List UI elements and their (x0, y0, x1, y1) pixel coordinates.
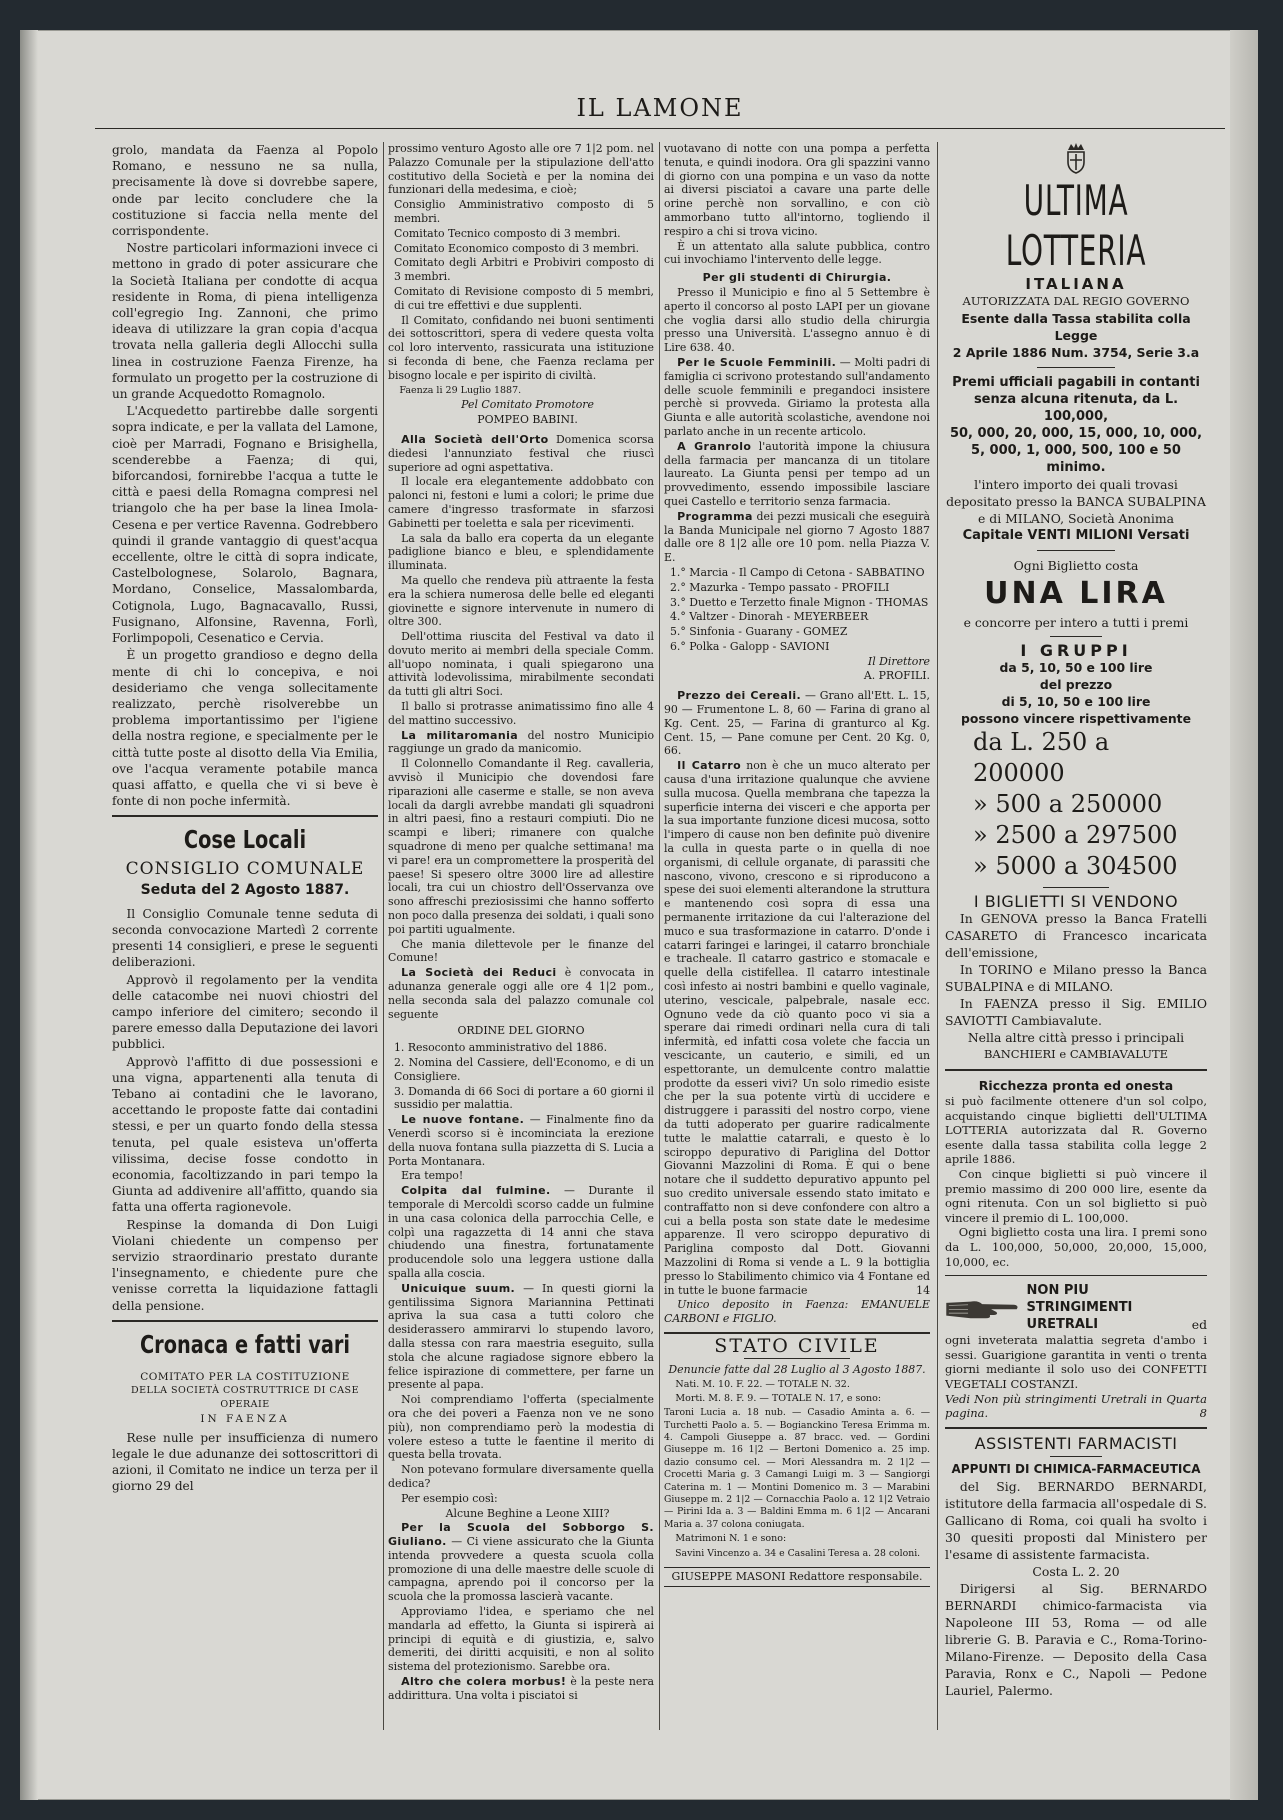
section-divider (112, 815, 378, 817)
article-paragraph: Ma quello che rendeva più attraente la festa era la schiera numerosa delle belle ed eleganti giovinette e signore intervenute in numero di oltre 300. (388, 573, 654, 629)
divider (1037, 550, 1116, 551)
uretrali-ad (945, 1282, 1207, 1333)
ricchezza-text: Con cinque biglietti si può vincere il premio massimo di 200 000 lire, esente da ogni ritenuta. Con un sol biglietto si può vincere il premio di L. 100,000. (945, 1166, 1207, 1225)
article-text: — Ci viene assicurato che la Giunta intenda provvedere a questa scuola colla promozione di una delle maestre delle scuole di campagna, aprendo poi il concorso per la scuola che la promossa lascierà vacante. (388, 1535, 654, 1604)
date-line: Faenza li 29 Luglio 1887. (399, 384, 522, 396)
importo-text: l'intero importo dei quali trovasi depositato presso la BANCA SUBALPINA e di MILANO, Società Anonima (946, 477, 1206, 526)
gruppi-detail: da 5, 10, 50 e 100 lire (999, 660, 1153, 675)
redattore-footer: GIUSEPPE MASONI Redattore responsabile. (664, 1567, 930, 1587)
stato-civile-title: STATO CIVILE (714, 1334, 880, 1357)
premi-line: senza alcuna ritenuta, da L. 100,000, (973, 392, 1179, 424)
section-divider (945, 1427, 1207, 1429)
altre-line: Nella altre città presso i principali (967, 1030, 1185, 1045)
morti-list: Taroni Lucia a. 18 nub. — Casadio Aminta a. 6. — Turchetti Paolo a. 5. — Bogianckino Teresa Erimma m. 4. Campoli Giuseppe a. 87 bracc. ved. — Gordini Giuseppe m. 16 1|2 — Bertoni Domenico a. 25 imp. dazio consumo cel. — Mori Alessandra m. 2 1|2 — Crocetti Maria g. 3 Camangi Luigi m. 3 — Sangiorgi Caterina m. 1 — Montini Domenico m. 3 — Marabini Giuseppe m. 2 1|2 — Cornacchia Paolo a. 12 1|2 Vetraio — Pirini Ida a. 3 — Baldini Emma m. 6 1|2 — Ancarani Maria a. 37 colona coniugata. (664, 1407, 930, 1530)
matrimoni-line: Matrimoni N. 1 e sono: (675, 1533, 787, 1545)
headline-catarro: Il Catarro (677, 759, 742, 773)
list-item: Comitato degli Arbitri e Probiviri composto di 3 membri. (394, 256, 654, 284)
article-paragraph: Noi comprendiamo l'offerta (specialmente ora che dei poveri a Faenza non ve ne sono più), non comprendiamo però la modestia di volere esteso a tutte le faentine il merito di questa bella trovata. (388, 1393, 654, 1462)
divider (1050, 1456, 1102, 1457)
article-paragraph: Approvò il regolamento per la vendita delle catacombe nei nuovi chiostri del campo inferiore del cimitero; secondo il parere emesso dalla Deputazione dei lavori pubblici. (112, 972, 378, 1052)
vendita-line: In FAENZA presso il Sig. EMILIO SAVIOTTI Cambiavalute. (945, 996, 1207, 1028)
list-item: Comitato Tecnico composto di 3 membri. (394, 226, 621, 240)
headline-unicuique: Unicuique suum. (401, 1281, 516, 1295)
column-rule (937, 142, 938, 1730)
article-text: — Durante il temporale di Mercoldì scorso cadde un fulmine in una casa colonica della parrocchia Celle, e colpì una ragazzetta di 14 anni che stava chiudendo una finestra, fortunatamente producendole solo una leggera ustione dalla spalla alla coscia. (388, 1184, 654, 1280)
headline-sobborgo: Per la Scuola del Sobborgo S. Giuliano. (388, 1521, 654, 1549)
article-paragraph: prossimo venturo Agosto alle ore 7 1|2 pom. nel Palazzo Comunale per la stipulazione dell'atto costitutivo della Società e per la nomina dei funzionari della medesima, e cioè; (388, 142, 654, 197)
nati-line: Nati. M. 10. F. 22. — TOTALE N. 32. (675, 1378, 850, 1390)
article-paragraph: Approvò l'affitto di due possessioni e una vigna, appartenenti alla tenuta di Tebano ai contadini che le lavorano, accettando le proposte fatte dai contadini stessi, e per un quarto fondo della stessa tenuta, pel quale esisteva un'offerta vilissima, decise fosse condotto in economia, facoltizzando in pari tempo la Giunta ad addivenire all'affitto, quando sia fatta una offerta ragionevole. (112, 1054, 378, 1215)
comitato-heading: COMITATO PER LA COSTITUZIONE (140, 1370, 350, 1383)
article-paragraph: Rese nulle per insufficienza di numero legale le due adunanze dei sottoscrittori di azioni, il Comitato ne indice un terza per il giorno 29 del (112, 1430, 378, 1494)
vedi-line (945, 1392, 1207, 1421)
article-paragraph: Il ballo si protrasse animatissimo fino alle 4 del mattino successivo. (388, 700, 654, 727)
lotteria-title: ULTIMA LOTTERIA (1005, 176, 1147, 275)
vendita-line: In GENOVA presso la Banca Fratelli CASARETO di Francesco incaricata dell'emissione, (945, 911, 1207, 960)
program-item: 5.° Sinfonia - Guarany - GOMEZ (670, 625, 848, 639)
section-divider (945, 1069, 1207, 1071)
ogni-line: Ogni Biglietto costa (1013, 558, 1139, 573)
article-paragraph: Il Consiglio Comunale tenne seduta di seconda convocazione Martedì 2 corrente presenti 14 consiglieri, e prese le seguenti deliberazioni. (112, 906, 378, 970)
section-divider (744, 1358, 850, 1359)
headline-fontane: Le nuove fontane. (401, 1113, 525, 1127)
article-paragraph: Approviamo l'idea, e speriamo che nel mandarla ad effetto, la Giunta si ispirerà ai principi di equità e di giustizia, e, salvo demeriti, dei diritti acquisiti, e non al solito sistema del protezionismo. Sarebbe ora. (388, 1605, 654, 1674)
article-paragraph: La sala da ballo era coperta da un elegante padiglione bianco e bleu, e splendidamente illuminata. (388, 531, 654, 573)
premi-line: Premi ufficiali pagabili in contanti (952, 375, 1200, 390)
headline-fulmine: Colpita dal fulmine. (401, 1184, 551, 1198)
gruppi-detail: possono vincere rispettivamente (960, 711, 1191, 726)
ad-number: 8 (1199, 1406, 1207, 1421)
binding-shadow (20, 30, 38, 1800)
italiana-line: ITALIANA (1025, 275, 1127, 293)
royal-crest-icon (1064, 142, 1088, 174)
column-4-advertisements (945, 142, 1207, 1742)
signature-line: Pel Comitato Promotore (461, 398, 594, 412)
headline-orto: Alla Società dell'Orto (401, 432, 549, 446)
article-paragraph: Respinse la domanda di Don Luigi Violani chiedente un compenso per servizio straordinario prestato durante l'insegnamento, e chiedente pure che venisse corretta la liquidazione fattagli della pensione. (112, 1217, 378, 1313)
article-paragraph: Che mania dilettevole per le finanze del Comune! (388, 937, 654, 965)
ricchezza-headline: Ricchezza pronta ed onesta (978, 1078, 1174, 1093)
article-text: del nostro Municipio raggiunge un grado da manicomio. (388, 728, 654, 756)
ricchezza-text: si può facilmente ottenere d'un sol colpo, acquistando cinque biglietti dell'ULTIMA LOTTERIA autorizzata dal R. Governo esente dalla tassa stabilita colla legge 2 aprile 1886. (945, 1094, 1207, 1167)
morti-line: Morti. M. 8. F. 9. — TOTALE N. 17, e sono: (675, 1393, 882, 1405)
list-item: Comitato Economico composto di 3 membri. (394, 241, 640, 255)
headline-reduci: La Società dei Reduci (401, 966, 557, 980)
autorizzata-line: AUTORIZZATA DAL REGIO GOVERNO (962, 294, 1190, 308)
article-text: è la peste nera addirittura. Una volta i pisciatoi si (388, 1675, 654, 1702)
program-item: 3.° Duetto e Terzetto finale Mignon - THOMAS (670, 595, 929, 609)
signature-name: POMPEO BABINI. (477, 413, 578, 427)
list-item: 2. Nomina del Cassiere, dell'Economo, e di un Consigliere. (394, 1056, 654, 1083)
legge-line: 2 Aprile 1886 Num. 3754, Serie 3.a (952, 345, 1200, 360)
seduta-date: Seduta del 2 Agosto 1887. (140, 881, 350, 898)
dirigersi-text: Dirigersi al Sig. BERNARDO BERNARDI chimico-farmacista via Napoleone III 53, Roma — od alle librerie G. B. Paravia e C., Roma-Torino-Milano-Firenze. — Deposito della Casa Paravia, Ronx e C., Napoli — Pedone Lauriel, Palermo. (945, 1580, 1207, 1698)
quote-line: Alcune Beghine a Leone XIII? (445, 1506, 610, 1520)
section-divider (112, 1320, 378, 1322)
article-text: è convocata in adunanza generale oggi alle ore 4 1|2 pom., nella seconda sala del palazzo comunale col seguente (388, 966, 654, 1021)
gruppi-detail: di 5, 10, 50 e 100 lire (1001, 694, 1151, 709)
signature-name: A. PROFILI. (863, 669, 930, 683)
concorre-line: e concorre per intero a tutti i premi (963, 615, 1189, 630)
pointing-hand-icon (945, 1288, 1021, 1328)
program-item: 2.° Mazurka - Tempo passato - PROFILI (670, 580, 890, 594)
column-1 (112, 142, 378, 1742)
list-item: 1. Resoconto amministrativo del 1886. (394, 1041, 608, 1055)
comitato-heading: DELLA SOCIETÀ COSTRUTTRICE DI CASE OPERAIE (131, 1384, 359, 1410)
article-paragraph: Dell'ottima riuscita del Festival va dato il dovuto merito ai membri della speciale Comm. all'uopo nominata, i quali spiegarono una attività lodevolissima, mirabilmente secondati da tutti gli altri Soci. (388, 630, 654, 699)
vendita-line: In TORINO e Milano presso la Banca SUBALPINA e di MILANO. (945, 962, 1207, 994)
article-paragraph: L'Acquedetto partirebbe dalle sorgenti sopra indicate, e per la vallata del Lamone, cioè per Marradi, Fognano e Brisighella, scenderebbe a Faenza; di qui, biforcandosi, fornirebbe l'acqua a tutte le città e paesi della Romagna compresi nel triangolo che ha per base la linea Imola-Cesena e per vertice Ravenna. Godrebbero quindi il grande vantaggio di quest'acqua eccellente, oltre le città di sopra indicate, Castelbolognese, Solarolo, Bagnara, Mordano, Conselice, Massalombarda, Cotignola, Lugo, Bagnacavallo, Russi, Fusignano, Alfonsine, Ravenna, Forlì, Forlimpopoli, Cesenatico e Cervia. (112, 404, 378, 646)
ricchezza-text: Ogni biglietto costa una lira. I premi sono da L. 100,000, 50,000, 20,000, 15,000, 10,000, ec. (945, 1225, 1207, 1269)
article-text: — Molti padri di famiglia ci scrivono protestando sull'andamento delle scuole femminili e pregandoci insistere perchè si provveda. Giriamo la protesta alla Giunta e alle autorità scolastiche, avendone noi parlato anche in un recente articolo. (664, 355, 930, 438)
article-text: dei pezzi musicali che eseguirà la Banda Municipale nel giorno 7 Agosto 1887 dalle ore 8 1|2 alle ore 10 pom. nella Piazza V. E. (664, 509, 930, 565)
program-item: 6.° Polka - Galopp - SAVIONI (670, 639, 830, 653)
section-title-cose-locali: Cose Locali (183, 825, 307, 855)
bernardi-text: del Sig. BERNARDO BERNARDI, istitutore della farmacia all'ospedale di S. Gallicano di Roma, coi quali ha svolto i 30 quesiti proposti dal Ministero per l'esame di assistente farmacista. (945, 1478, 1207, 1562)
ordine-heading: ORDINE DEL GIORNO (457, 1024, 585, 1038)
article-paragraph: Il Comitato, confidando nei buoni sentimenti dei sottoscrittori, spera di vedere questa volta col loro intervento, rassicurata una istituzione si feconda di bene, che Faenza reclama per bisogno locale e per ispirito di civiltà. (388, 313, 654, 382)
headline-militaromania: La militaromania (401, 728, 519, 742)
masthead-title: IL LAMONE (576, 94, 744, 122)
article-paragraph: grolo, mandata da Faenza al Popolo Romano, e nessuno ne sa nulla, precisamente là dove si dovrebbe sapere, onde par lecito concludere che la costituzione si faccia nella mente del corrispondente. (112, 143, 378, 239)
list-item: Consiglio Amministrativo composto di 5 membri. (394, 198, 654, 225)
uretrali-ed: ed (1191, 1317, 1207, 1333)
prize-row: » 2500 a 297500 (973, 821, 1178, 849)
costa-line: Costa L. 2. 20 (1032, 1563, 1120, 1579)
comitato-heading: IN FAENZA (200, 1412, 290, 1425)
section-divider (945, 1275, 1207, 1276)
article-text: — In questi giorni la gentilissima Signora Mariannina Pettinati apriva la sua casa a tutti coloro che desiderassero ammirarvi lo stupendo lavoro, dalla stessa con rara maestria eseguito, sulla stola che alcune ragiadose signore ebbero la felice ispirazione di commettere, per farne un presente al papa. (388, 1281, 654, 1392)
prize-row: » 500 a 250000 (973, 790, 1163, 818)
article-paragraph: È un progetto grandioso e degno della mente di chi lo concepiva, e noi desideriamo che venga sollecitamente realizzato, perchè risolverebbe un problema importantissimo per l'igiene della nostra regione, e specialmente per le città tutte poste al disotto della Via Emilia, ove l'acqua veramente potabile manca quasi affatto, e quella che vi si beve è fonte di non poche infermità. (112, 648, 378, 809)
consiglio-title: CONSIGLIO COMUNALE (125, 859, 365, 880)
column-rule (659, 142, 660, 1730)
divider (1037, 367, 1116, 368)
section-title-cronaca: Cronaca e fatti vari (139, 1329, 351, 1359)
headline-cereali: Prezzo dei Cereali. (677, 689, 802, 703)
premi-line: 5, 000, 1, 000, 500, 100 e 50 minimo. (971, 443, 1181, 475)
matrimoni-list: Savini Vincenzo a. 34 e Casalini Teresa a. 28 coloni. (675, 1547, 921, 1559)
program-item: 1.° Marcia - Il Campo di Cetona - SABBATINO (670, 565, 925, 579)
uretrali-headline: NON PIU STRINGIMENTI URETRALI (1026, 1283, 1133, 1333)
appunti-line: APPUNTI DI CHIMICA-FARMACEUTICA (951, 1461, 1201, 1476)
program-item: 4.° Valtzer - Dinorah - MEYERBEER (670, 610, 869, 624)
article-paragraph: Nostre particolari informazioni invece ci mettono in grado di poter assicurare che la Società Italiana per condotte di acqua residente in Roma, di piena intelligenza coll'egregio Ing. Zannoni, che primo ideava di utilizzare la gran copia d'acqua trovata nella galleria degli Allocchi sulla linea in costruzione Faenza Firenze, ha formulato un progetto per la costruzione di un grande Acquedotto Romagnolo. (112, 241, 378, 402)
article-text: non è che un muco alterato per causa d'una irritazione qualunque che avviene sulla mucosa. Quella membrana che tapezza la superficie interna dei visceri e che apporta per la sua importante funzione dicesi mucosa, sotto l'impero di cause non ben definite può divenire la culla in questa parte o in quella di noe organismi, di cellule organate, di parassiti che nascono, vivono, crescono e si riproducono a spese dei suoi elementi alterandone la struttura e mantenendo così sopra di essa una permanente irritazione da cui l'alterazione del muco e sua trasformazione in catarro. D'onde i catarri faringei e laringei, il catarro bronchiale e tracheale. Il catarro gastrico e stomacale e quelle della cistifellea. Il catarro intestinale così infesto ai nostri bambini e quello vaginale, uterino, vescicale, palpebrale, nasale ecc. Ognuno vede da ciò quanto poco vi sia a sperare dai rimedi ordinari nella cura di tali infermità, ed infatti cosa volete che faccia un vescicante, un cauterio, e simili, ed un espettorante, un demulcente contro malattie prodotte da esseri vivi? Un solo rimedio esiste che per la sua potente virtù di uccidere e distruggere i parassiti del nostro corpo, viene da tutti adoperato per guarire radicalmente tutte le malattie catarrali, e questo è lo sciroppo depurativo di Pariglina del Dottor Giovanni Mazzolini di Roma. È qui o bene notare che il suddetto depurativo appunto pel suo credito universale essendo stato imitato e contraffatto non si deve confondere con altro a cui a bella posta son state date le medesime apparenze. Il vero sciroppo depurativo di Pariglina composto dal Dott. Giovanni Mazzolini di Roma si vende a L. 9 la bottiglia presso lo Stabilimento chimico via 4 Fontane ed in tutte le buone farmacie (664, 759, 930, 1297)
article-paragraph: Il locale era elegantemente addobbato con palonci ni, festoni e lumi a colori; le prime due camere d'ingresso trasformate in sfarzosi Gabinetti per toeletta e sala per ricevimenti. (388, 475, 654, 530)
column-2 (388, 142, 654, 1742)
headline-programma: Programma (677, 509, 753, 523)
prize-row: da L. 250 a 200000 (973, 728, 1110, 787)
page-edge (1230, 30, 1258, 1800)
divider (1050, 636, 1102, 637)
una-lira-line: UNA LIRA (984, 576, 1168, 611)
esente-line: Esente dalla Tassa stabilita colla Legge (961, 311, 1191, 343)
capitale-line: Capitale VENTI MILIONI Versati (962, 528, 1190, 543)
vedi-text: Vedi Non più stringimenti Uretrali in Quarta pagina. (945, 1391, 1207, 1421)
article-text: — Grano all'Ett. L. 15, 90 — Frumentone L. 8, 60 — Farina di grano al Kg. Cent. 25, — Farina di granturco al Kg. Cent. 15, — Pane comune per Cent. 20 Kg. 0, 66. (664, 689, 930, 758)
headline-femminili: Per le Scuole Femminili. (677, 355, 837, 369)
headline-chirurgia: Per gli studenti di Chirurgia. (702, 271, 892, 285)
premi-line: 50, 000, 20, 000, 15, 000, 10, 000, (949, 426, 1203, 441)
column-3 (664, 142, 930, 1742)
article-paragraph: Non potevano formulare diversamente quella dedica? (388, 1463, 654, 1490)
uretrali-text: ogni inveterata malattia segreta d'ambo i sessi. Guarigione garantita in venti o trenta giorni mediante il solo uso dei CONFETTI VEGETALI COSTANZI. (945, 1333, 1207, 1391)
article-paragraph: vuotavano di notte con una pompa a perfetta tenuta, e quindi inodora. Ora gli spazzini vanno di giorno con una pompina e un vaso da notte ai diversi pisciatoi a cavare una parte delle orine perchè non sorvallino, e con ciò ammorbano tutto all'intorno, togliendo il respiro a chi si trova vicino. (664, 142, 930, 238)
column-rule (383, 142, 384, 1730)
article-text: l'autorità impone la chiusura della farmacia per mancanza di un titolare laureato. La Giunta pensi per tempo ad un provvedimento, essendo impossibile lasciare quei Castello e territorio senza farmacia. (664, 439, 930, 508)
divider (1043, 887, 1109, 888)
gruppi-detail: del prezzo (1039, 677, 1113, 692)
banchieri-line: BANCHIERI e CAMBIAVALUTE (983, 1047, 1169, 1061)
article-paragraph: È un attentato alla salute pubblica, contro cui invochiamo l'intervento delle legge. (664, 239, 930, 267)
article-text: — Finalmente fino da Venerdì scorso si è incominciata la erezione della nuova fontana sulla piazzetta di S. Lucia a Porta Montanara. (388, 1113, 654, 1168)
article-text: Domenica scorsa diedesi l'annunziato festival che riuscì superiore ad ogni aspettativa. (388, 432, 654, 474)
deposito-line: Unico deposito in Faenza: EMANUELE CARBONI e FIGLIO. (664, 1298, 930, 1326)
prize-row: » 5000 a 304500 (973, 852, 1178, 880)
article-paragraph: Il Colonnello Comandante il Reg. cavalleria, avvisò il Municipio che dovendosi fare riparazioni alle caserme e stalle, se non aveva locali da dargli avrebbe mandati gli squadroni in altri paesi, fino a restauri compiuti. Dio ne scampi e liberi; rimanere con qualche squadrone di meno per qualche settimana! ma vi pare! era un compromettere la prosperità del paese! Si spesero oltre 3000 lire ad allestire locali, tra cui un chiostro dell'Osservanza ove sono affreschi preziosissimi che hanno sofferto non poco dalla presenza dei soldati, i quali sono poi partiti ugualmente. (388, 757, 654, 936)
ad-number: 14 (916, 1283, 930, 1297)
headline-colera: Altro che colera morbus! (401, 1675, 567, 1689)
article-paragraph: Era tempo! (401, 1169, 464, 1183)
signature-line: Il Direttore (867, 654, 930, 668)
list-item: Comitato di Revisione composto di 5 membri, di cui tre effettivi e due supplenti. (394, 284, 654, 312)
article-paragraph: Per esempio così: (401, 1491, 498, 1505)
vendono-line: I BIGLIETTI SI VENDONO (973, 892, 1179, 911)
headline-granrolo: A Granrolo (677, 439, 752, 453)
section-divider (664, 1332, 930, 1334)
denuncie-line: Denuncie fatte dal 28 Luglio al 3 Agosto 1887. (668, 1362, 926, 1376)
masthead (95, 88, 1225, 129)
list-item: 3. Domanda di 66 Soci di portare a 60 giorni il sussidio per malattia. (394, 1084, 654, 1112)
article-paragraph: Presso il Municipio e fino al 5 Settembre è aperto il concorso al posto LAPI per un giovane che voglia darsi allo studio della chirurgia presso una Università. L'assegno annuo è di Lire 638. 40. (664, 285, 930, 355)
assistenti-title: ASSISTENTI FARMACISTI (974, 1433, 1178, 1453)
gruppi-line: I GRUPPI (1020, 641, 1132, 660)
